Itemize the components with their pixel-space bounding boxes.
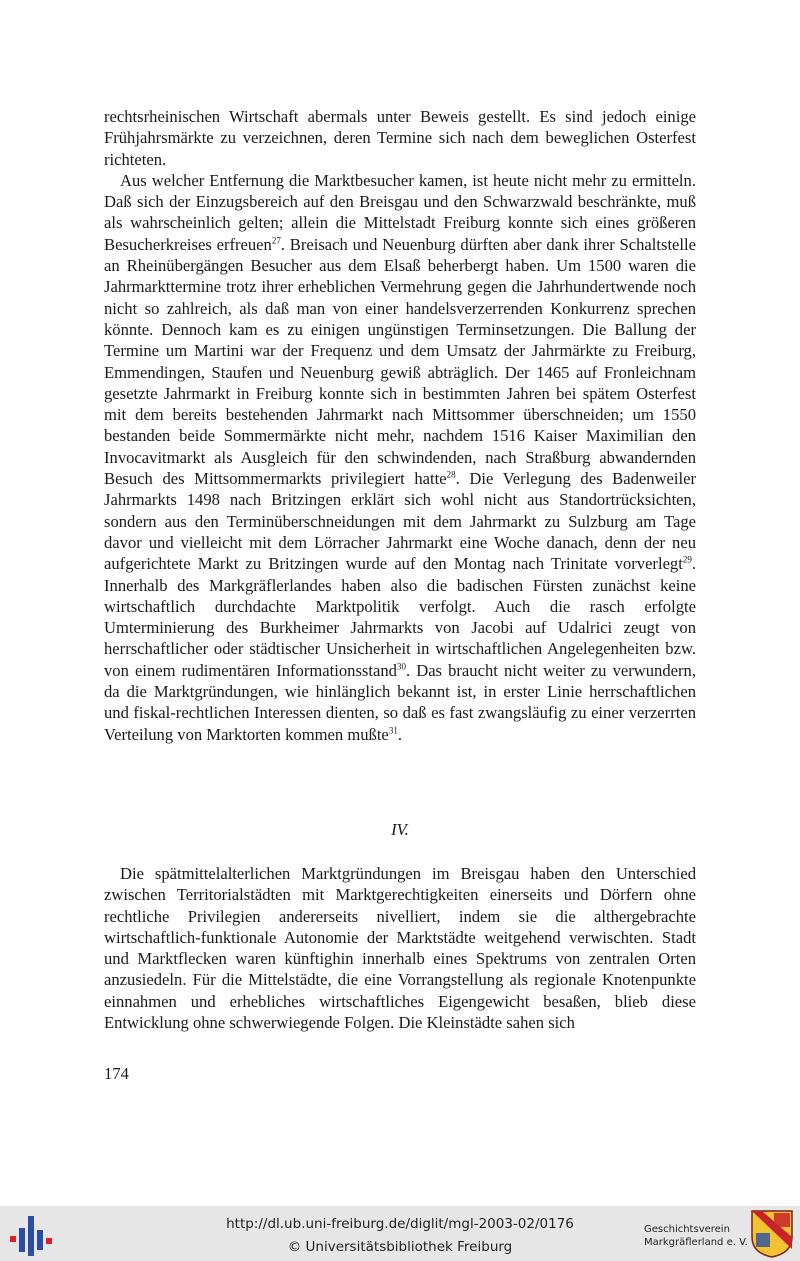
- paragraph-market-visitors: Aus welcher Entfernung die Marktbesucher kamen, ist heute nicht mehr zu ermitteln. Daß sich der Einzugsbereich auf den Breisgau und den Schwarzwald beschränkte, muß als wahrscheinlich gelten; allein die Mittelstadt Freiburg konnte sich eines größeren Besucherkreises erfreuen$^{27}$. Breisach und Neuenburg dürften aber dank ihrer Schaltstelle an Rheinübergängen Besucher aus dem Elsaß beherbergt haben. Um 1500 waren die Jahrmarkttermine trotz ihrer erheblichen Vermehrung gegen die Jahrhundertwende noch nicht so zahlreich, als daß man von einer handelsverzerrenden Konkurrenz sprechen könnte. Dennoch kam es zu einigen ungünstigen Terminsetzungen. Die Ballung der Termine um Martini war der Frequenz und dem Umsatz der Jahrmärkte zu Freiburg, Emmendingen, Staufen und Neuenburg gewiß abträglich. Der 1465 auf Fronleichnam gesetzte Jahrmarkt in Freiburg konnte sich in bestimmten Jahren bei spätem Osterfest mit dem bereits bestehenden Jahrmarkt nach Mittsommer überschneiden; um 1550 bestanden beide Sommermärkte nicht mehr, nachdem 1516 Kaiser Maximilian den Invocavitmarkt als Ausgleich für den schwindenden, nach Straßburg abwandernden Besuch des Mittsommermarkts privilegiert hatte$^{28}$. Die Verlegung des Badenweiler Jahrmarkts 1498 nach Britzingen erklärt sich wohl nicht aus Standortrücksichten, sondern aus den Terminüberschneidungen mit dem Jahrmarkt zu Sulzburg am Tage davor und vielleicht mit dem Lörracher Jahrmarkt eine Woche danach, denn der neu aufgerichtete Markt zu Britzingen wurde auf den Montag nach Trinitate vorverlegt$^{29}$. Innerhalb des Markgräflerlandes haben also die badischen Fürsten zunächst keine wirtschaftlich durchdachte Marktpolitik verfolgt. Auch die rasch erfolgte Umterminierung des Burkheimer Jahrmarkts von Jacobi auf Udalrici zeugt von herrschaftlicher oder städtischer Unsicherheit in wirtschaftlichen Angelegenheiten bzw. von einem rudimentären Informationsstand$^{30}$. Das braucht nicht weiter zu verwundern, da die Marktgründungen, wie hinlänglich bekannt ist, in erster Linie herrschaftlichen und fiskal-rechtlichen Interessen dienten, so daß es fast zwangsläufig zu einer verzerrten Verteilung von Marktorten kommen mußte$^{31}$.: [104, 170, 697, 744]
- footnote-ref-27[interactable]: 27: [271, 235, 281, 246]
- coat-of-arms-icon: [750, 1209, 794, 1259]
- footnote-ref-30[interactable]: 30: [396, 661, 406, 672]
- body-text-top: [104, 106, 696, 745]
- org-line-2: Markgräflerland e. V.: [644, 1237, 748, 1248]
- permalink-url[interactable]: http://dl.ub.uni-freiburg.de/diglit/mgl-2003-02/0176: [226, 1216, 574, 1232]
- viewer-footer: [0, 1206, 800, 1261]
- org-line-1: Geschichtsverein: [644, 1224, 730, 1235]
- paragraph-market-foundations: Die spätmittelalterlichen Marktgründungen im Breisgau haben den Unterschied zwischen Territorialstädten mit Marktgerechtigkeiten einerseits und Dörfern ohne rechtliche Privilegien andererseits nivelliert, indem sie die althergebrachte wirtschaftlich-funktionale Autonomie der Marktstädte weitgehend verwischten. Stadt und Marktflecken waren künftighin innerhalb eines Spektrums von zentralen Orten anzusiedeln. Für die Mittelstädte, die eine Vorrangstellung als regionale Knotenpunkte einnahmen und erhebliches wirtschaftliches Eigengewicht besaßen, blieb diese Entwicklung ohne schwerwiegende Folgen. Die Kleinstädte sahen sich: [104, 864, 696, 1033]
- footnote-ref-29[interactable]: 29: [682, 554, 692, 565]
- copyright-notice: © Universitätsbibliothek Freiburg: [287, 1239, 513, 1255]
- page-number: 174: [104, 1064, 129, 1083]
- body-text-bottom: [104, 863, 696, 1033]
- footnote-ref-28[interactable]: 28: [446, 469, 456, 480]
- section-heading: IV.: [391, 820, 409, 839]
- footnote-ref-31[interactable]: 31: [388, 725, 398, 736]
- organization-name: [644, 1223, 748, 1249]
- paragraph-continued: rechtsrheinischen Wirtschaft abermals unter Beweis gestellt. Es sind jedoch einige Frühjahrsmärkte zu verzeichnen, deren Termine sich nach dem beweglichen Osterfest richteten.: [104, 107, 696, 169]
